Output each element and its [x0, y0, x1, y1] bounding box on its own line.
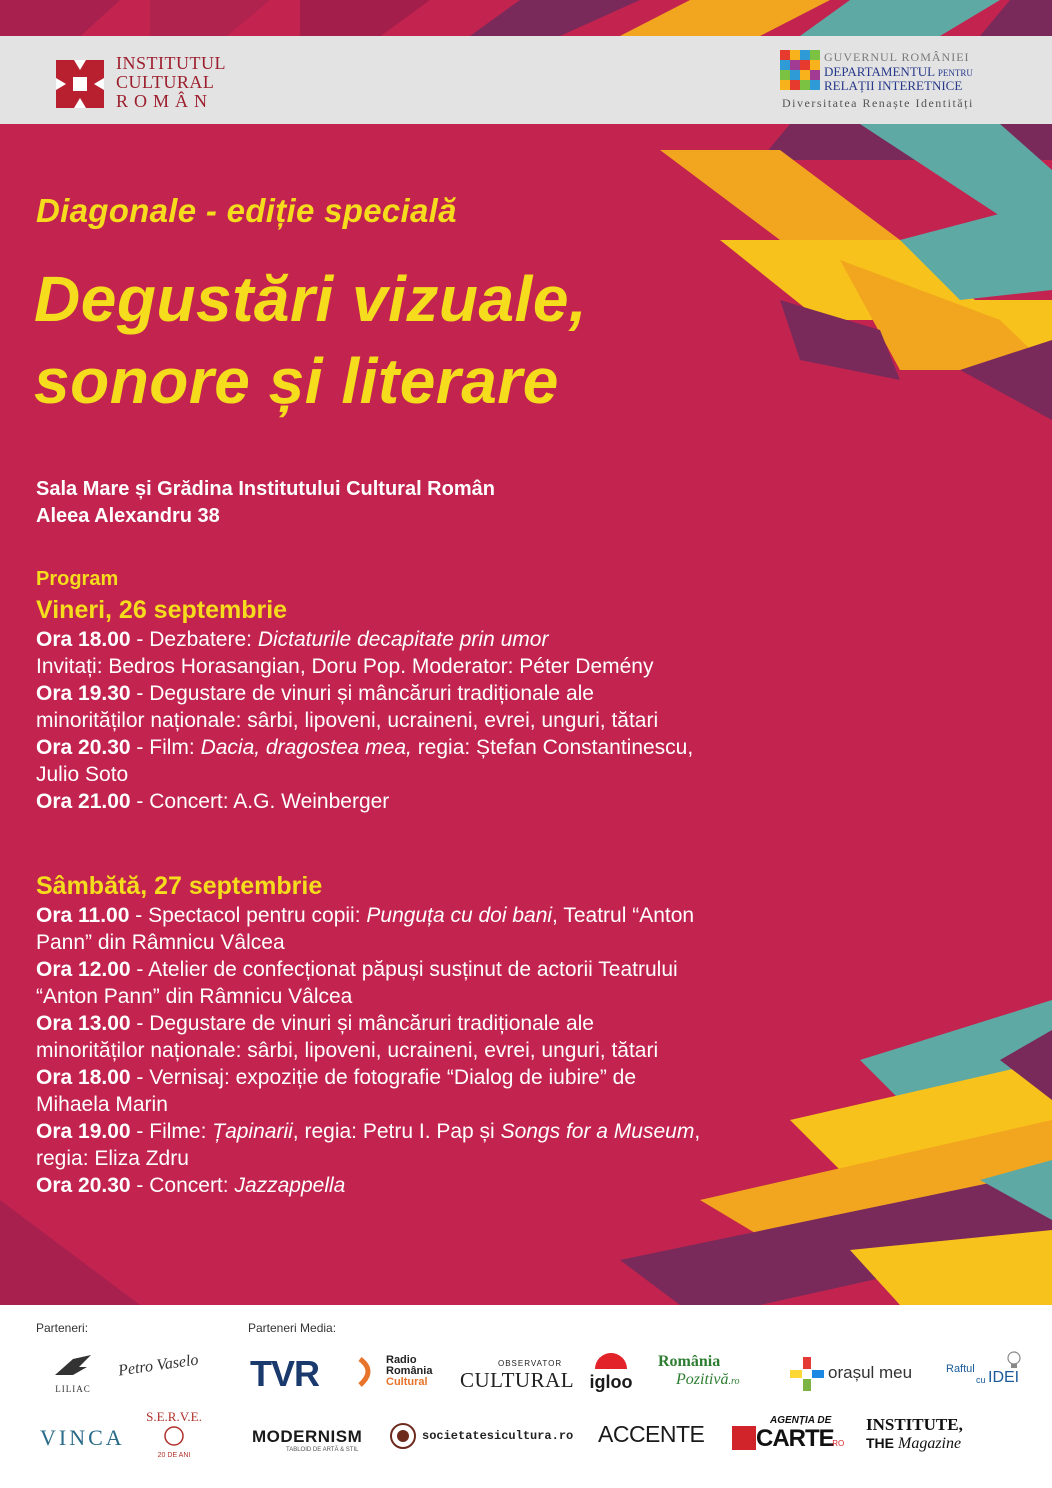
schedule-item: Ora 21.00 - Concert: A.G. Weinberger	[36, 790, 390, 813]
star-burst-icon	[790, 1357, 824, 1391]
event-title-line2: sonore și literare	[34, 345, 559, 417]
schedule-item-cont: minorităților naționale: sârbi, lipoveni, ucraineni, evrei, unguri, tătari	[36, 1039, 659, 1062]
seal-icon	[390, 1423, 416, 1449]
header-bar	[0, 36, 1052, 124]
puzzle-icon	[780, 50, 820, 90]
schedule-item-cont: Invitați: Bedros Horasangian, Doru Pop. Moderator: Péter Demény	[36, 655, 654, 678]
romania-pozitiva-logo: România Pozitivă.ro	[658, 1353, 740, 1388]
schedule-item: Ora 11.00 - Spectacol pentru copii: Punguța cu doi bani, Teatrul “Anton	[36, 904, 695, 927]
icr-logo	[56, 54, 226, 110]
vinca-logo: VINCA	[40, 1425, 125, 1450]
icr-logo-line2: CULTURAL	[116, 72, 215, 92]
schedule-item: Ora 12.00 - Atelier de confecționat păpuși susținut de actorii Teatrului	[36, 958, 678, 981]
schedule-item-cont: regia: Eliza Zdru	[36, 1147, 189, 1170]
drit-line1: GUVERNUL ROMÂNIEI	[824, 50, 970, 64]
agentia-de-carte-logo: AGENȚIA DE CARTE .RO	[732, 1415, 844, 1455]
venue-line2: Aleea Alexandru 38	[36, 505, 220, 527]
schedule-item: Ora 19.00 - Filme: Țapinarii, regia: Petru I. Pap și Songs for a Museum,	[36, 1120, 701, 1143]
drit-line2: DEPARTAMENTUL PENTRU	[824, 64, 973, 79]
lightbulb-icon	[1006, 1351, 1022, 1369]
event-title-line1: Degustări vizuale,	[34, 263, 588, 335]
day1-heading: Vineri, 26 septembrie	[36, 596, 288, 624]
schedule-item-cont: Mihaela Marin	[36, 1093, 168, 1116]
drit-logo	[780, 48, 1000, 120]
edition-subtitle: Diagonale - ediție specială	[36, 192, 457, 229]
day2-heading: Sâmbătă, 27 septembrie	[36, 872, 323, 900]
tvr-logo: TVR	[250, 1353, 319, 1394]
media-partners-label: Parteneri Media:	[248, 1321, 337, 1335]
accente-logo: ACCENTE	[598, 1421, 705, 1447]
schedule-item-cont: minorităților naționale: sârbi, lipoveni, ucraineni, evrei, unguri, tătari	[36, 709, 659, 732]
institute-the-magazine-logo: INSTITUTE, THE Magazine	[866, 1415, 963, 1452]
liliac-logo: LILIAC	[50, 1353, 96, 1394]
drit-tagline: Diversitatea Renaște Identități	[782, 96, 974, 110]
schedule-item: Ora 20.30 - Concert: Jazzappella	[36, 1174, 346, 1197]
footer-partners: Parteneri: Parteneri Media: LILIAC Petro Vaselo VINCA S.E.R.V.E. 20 DE ANI TVR Radio România Cultural OBSERVATOR CULTURAL igloo România Pozitivă.ro orașul meu Raftul cu IDEI MODERNISM TABLOID DE ARTĂ & STIL societatesicultura.ro ACCENTE AGENȚIA DE CARTE .RO INSTITUTE, THE Magazine	[0, 1305, 1052, 1488]
schedule-item: Ora 13.00 - Degustare de vinuri și mâncăruri tradiționale ale	[36, 1012, 594, 1035]
wreath-icon	[160, 1425, 188, 1447]
icr-logo-line3: ROMÂN	[116, 91, 214, 111]
bird-icon	[53, 1353, 93, 1379]
radio-wave-icon	[356, 1357, 382, 1387]
icr-logo-line1: INSTITUTUL	[116, 53, 226, 73]
igloo-dome-icon	[591, 1349, 631, 1369]
schedule-item-cont: Pann” din Râmnicu Vâlcea	[36, 931, 285, 954]
schedule-item-cont: Julio Soto	[36, 763, 129, 786]
petro-vaselo-logo: Petro Vaselo	[117, 1351, 200, 1380]
icr-cross-mark-icon	[56, 60, 104, 108]
igloo-logo: igloo	[588, 1349, 634, 1393]
program-label: Program	[36, 568, 119, 590]
observator-cultural-logo: OBSERVATOR CULTURAL	[460, 1359, 575, 1392]
day1-schedule	[36, 626, 836, 815]
schedule-item-cont: “Anton Pann” din Râmnicu Vâlcea	[36, 985, 353, 1008]
day2-schedule	[36, 902, 836, 1199]
schedule-item: Ora 19.30 - Degustare de vinuri și mâncăruri tradiționale ale	[36, 682, 594, 705]
partners-label: Parteneri:	[36, 1321, 89, 1335]
schedule-item: Ora 18.00 - Vernisaj: expoziție de fotografie “Dialog de iubire” de	[36, 1066, 637, 1089]
serve-logo: S.E.R.V.E. 20 DE ANI	[146, 1409, 202, 1459]
schedule-item: Ora 18.00 - Dezbatere: Dictaturile decapitate prin umor	[36, 628, 549, 651]
drit-line3: RELAȚII INTERETNICE	[824, 78, 963, 93]
schedule-item: Ora 20.30 - Film: Dacia, dragostea mea, regia: Ștefan Constantinescu,	[36, 736, 694, 759]
venue-line1: Sala Mare și Grădina Institutului Cultural Român	[36, 478, 495, 500]
modernism-logo: MODERNISM TABLOID DE ARTĂ & STIL	[252, 1427, 363, 1453]
